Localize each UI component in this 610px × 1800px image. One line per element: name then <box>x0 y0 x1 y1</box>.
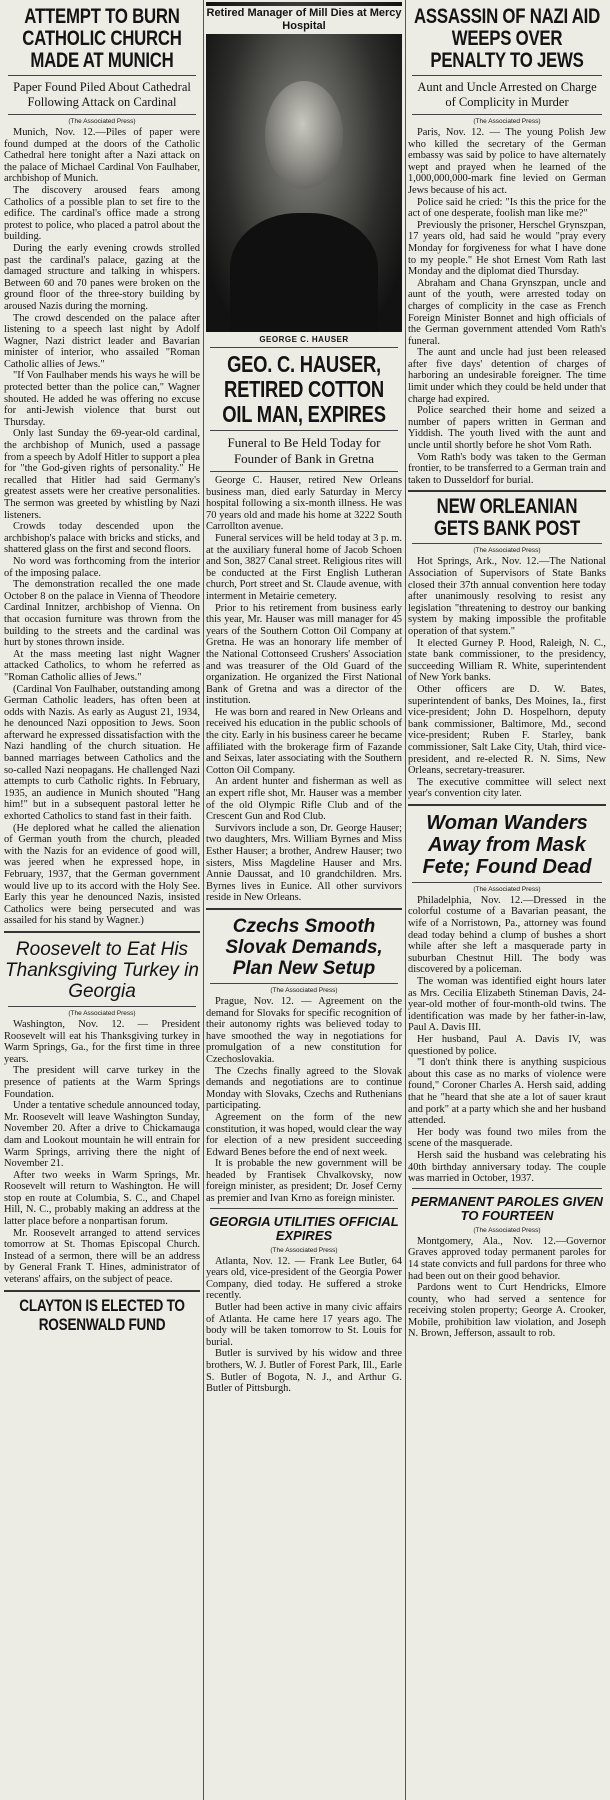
divider <box>8 114 196 115</box>
paragraph: During the early evening crowds strolled past the cardinal's palace, gazing at the damaged structure and talking in whispers. Between 60 and 70 panes were broken on the ground floor of the three-story building by aroused Nazis during the morning. <box>4 242 200 312</box>
photo-caption: GEORGE C. HAUSER <box>259 335 349 344</box>
paragraph: At the mass meeting last night Wagner attacked Catholics, to whom he referred as "Roman Catholic allies of Jews." <box>4 648 200 683</box>
headline-georgia-utilities: GEORGIA UTILITIES OFFICIAL EXPIRES <box>209 1213 399 1243</box>
headline-clayton: CLAYTON IS ELECTED TO ROSENWALD FUND <box>19 1295 185 1334</box>
divider <box>412 1188 602 1189</box>
paragraph: Washington, Nov. 12. — President Roosevelt will eat his Thanksgiving turkey in Warm Springs, Ga., for the first time in three years. <box>4 1018 200 1065</box>
paragraph: No word was forthcoming from the interior of the imposing palace. <box>4 555 200 579</box>
paragraph: Philadelphia, Nov. 12.—Dressed in the colorful costume of a Bavarian peasant, the wife of a Norristown, Pa., attorney was found dead today behind a clump of bushes a short while after she left a masquerade party in suburban Chestnut Hill. The body was discovered by a policeman. <box>408 894 606 976</box>
paragraph: The woman was identified eight hours later as Mrs. Cecilia Elizabeth Stineman Davis, 24-year-old mother of four-month-old twins. The identification was made by her father-in-law, Paul A. Davis III. <box>408 976 606 1034</box>
photo-top-caption: Retired Manager of Mill Dies at Mercy Hospital <box>206 7 402 32</box>
article-body-assassin <box>408 127 606 486</box>
headline-paroles: PERMANENT PAROLES GIVEN TO FOURTEEN <box>411 1193 603 1223</box>
article-body-woman-wanders <box>408 895 606 1185</box>
byline: (The Associated Press) <box>68 118 136 125</box>
divider <box>210 1208 398 1209</box>
divider <box>210 471 398 472</box>
divider <box>408 804 606 806</box>
headline-hauser: GEO. C. HAUSER, RETIRED COTTON OIL MAN, EXPIRES <box>222 351 386 427</box>
paragraph: Prior to his retirement from business early this year, Mr. Hauser was mill manager for 45 years of the Southern Cotton Oil Company at Gretna. He was an honorary life member of the National Cottonseed Crushers' Association and was treasurer of the Old Guard of the organization. He organized the First National Bank of Gretna and was a director of the institution. <box>206 602 402 707</box>
paragraph: (He deplored what he called the alienation of German youth from the church, pleaded with the Nazis for an evidence of good will, was jeered when he expressed hope, in February, 1937, that the German government would live up to its accord with the Holy See. Early this year he denounced Nazis, insisted Catholics were being persecuted and was assailed for his stand by Wagner.) <box>4 822 200 927</box>
divider <box>412 543 602 544</box>
divider <box>412 114 602 115</box>
paragraph: Other officers are D. W. Bates, superintendent of banks, Des Moines, Ia., first vice-president; John D. Hospelhorn, deputy bank commissioner, Baltimore, Md., second vice-president; Ruben F. Starley, bank commissioner, Salt Lake City, Utah, third vice-president, and re-elected R. N. Sims, New Orleans, secretary-treasurer. <box>408 683 606 777</box>
photo-face <box>265 81 343 189</box>
divider <box>206 908 402 910</box>
paragraph: Only last Sunday the 69-year-old cardinal, the archbishop of Munich, used a passage from a speech by Adolf Hitler to support a plea for "the God-given rights of personality." He recalled that Hitler had said Germany's greatest assets were her creative personalities. The sermon was greeted by whistling by Nazi listeners. <box>4 428 200 521</box>
byline: (The Associated Press) <box>473 1226 541 1234</box>
column-right <box>406 0 608 1800</box>
divider <box>8 75 196 76</box>
paragraph: Munich, Nov. 12.—Piles of paper were found dumped at the doors of the Catholic Cathedral here tonight after a Nazi attack on the palace of Michael Cardinal Von Faulhaber, archbishop of Munich. <box>4 127 200 185</box>
paragraph: The crowd descended on the palace after listening to a speech last night by Adolf Wagner, Nazi district leader and Bavarian minister of interior, who assailed "Roman Catholic allies of Jews." <box>4 312 200 370</box>
paragraph: The Czechs finally agreed to the Slovak demands and negotiations are to continue Monday with Slovaks, Czechs and Ruthenians participating. <box>206 1065 402 1112</box>
divider <box>4 1290 200 1292</box>
divider <box>210 347 398 348</box>
paragraph: It is probable the new government will be headed by Frantisek Chvalkovsky, now foreign minister, as president; Dr. Josef Cerny as premier and Ivan Krno as foreign minister. <box>206 1158 402 1205</box>
deck-assassin: Aunt and Uncle Arrested on Charge of Complicity in Murder <box>417 80 597 109</box>
byline: (The Associated Press) <box>473 547 541 555</box>
article-body-paroles <box>408 1236 606 1340</box>
paragraph: He was born and reared in New Orleans and received his education in the public schools of the city. Early in his business career he became affiliated with the brokerage firm of Fazande and Seixas, later associating with the Southern Cotton Oil Company. <box>206 706 402 776</box>
article-body-georgia-utilities <box>206 1256 402 1395</box>
paragraph: "If Von Faulhaber mends his ways he will be protected better than the police can," Wagner shouted. He added he was offering no excuse for anti-Jewish violence that burst out Thursday. <box>4 370 200 428</box>
paragraph: Hot Springs, Ark., Nov. 12.—The National Association of Supervisors of State Banks closed their 37th annual convention here today after unanimously resolving to resist any legislation "threatening to destroy our banking system by making impossible the profitable operation of that system." <box>408 556 606 637</box>
paragraph: Atlanta, Nov. 12. — Frank Lee Butler, 64 years old, vice-president of the Georgia Power Company, died today. He suffered a stroke recently. <box>206 1255 402 1302</box>
paragraph: Agreement on the form of the new constitution, it was hoped, would clear the way for election of a new president succeeding Edward Benes before the end of next week. <box>206 1111 402 1158</box>
article-body-munich <box>4 127 200 927</box>
paragraph: The aunt and uncle had just been released after five days' detention of charges of harboring an undesirable foreigner. The time limit under which they could be held under that charge had expired. <box>408 347 606 405</box>
byline: (The Associated Press) <box>270 1246 338 1254</box>
divider <box>4 931 200 933</box>
paragraph: Paris, Nov. 12. — The young Polish Jew who killed the secretary of the German embassy was said by police to have alternately wept and prayed when he learned of the 1,000,000,000-mark fine levied on German Jews because of his act. <box>408 127 606 196</box>
paragraph: Abraham and Chana Grynszpan, uncle and aunt of the youth, were arrested today on charges of complicity in the case as French Foreign Minister Bonnet and high officials of the German government attended Vom Rath's funeral. <box>408 277 606 347</box>
headline-assassin: ASSASSIN OF NAZI AID WEEPS OVER PENALTY TO JEWS <box>414 5 600 72</box>
byline: (The Associated Press) <box>473 118 541 125</box>
paragraph: Prague, Nov. 12. — Agreement on the demand for Slovaks for specific recognition of their autonomy rights was believed today to have smoothed the way in negotiations for promulgation of a new constitution for Czechoslovakia. <box>206 995 402 1065</box>
headline-czechs: Czechs Smooth Slovak Demands, Plan New Setup <box>225 915 383 979</box>
paragraph: Police searched their home and seized a number of papers written in German and Yiddish. The youth lived with the aunt and uncle until shortly before he shot Vom Rath. <box>408 405 606 452</box>
byline: (The Associated Press) <box>270 986 338 994</box>
paragraph: Under a tentative schedule announced today, Mr. Roosevelt will leave Washington Sunday, November 20. After a drive to Chickamauga dam and Lookout mountain he will entrain for Warm Springs, arriving there the night of November 21. <box>4 1100 200 1170</box>
paragraph: Funeral services will be held today at 3 p. m. at the auxiliary funeral home of Jacob Schoen and Son, 3827 Canal street. Religious rites will be conducted at the First English Lutheran church, Port street and St. Claude avenue, with interment in Metairie cemetery. <box>206 532 402 602</box>
byline: (The Associated Press) <box>473 885 541 893</box>
paragraph: Mr. Roosevelt arranged to attend services tomorrow at St. Thomas Episcopal Church. Instead of a sermon, there will be an address by General Frank T. Hines, administrator of veterans' affairs, on the subject of peace. <box>4 1227 200 1286</box>
paragraph: (Cardinal Von Faulhaber, outstanding among German Catholic leaders, has often been at odds with Nazis. As early as August 21, 1934, he denounced Nazi opposition to Jews. Soon afterward he expressed dissatisfaction with the Nazi handling of the church situation. He banned marriages between Catholics and the so-called Nazi neopagans. He challenged Nazi attempts to curb Catholic rights. In February, 1935, an audience in Munich shouted "Hang him!" but in a subsequent pastoral letter he exhorted Catholics to stand fast in their faith. <box>4 683 200 823</box>
paragraph: Previously the prisoner, Herschel Grynszpan, 17 years old, had said he would "pray every Monday for forgiveness for what I have done to my people." He shot Ernest Vom Rath last Monday and the diplomat died Thursday. <box>408 219 606 278</box>
paragraph: Butler had been active in many civic affairs of Atlanta. He came here 17 years ago. The body will be taken tomorrow to St. Louis for burial. <box>206 1302 402 1348</box>
paragraph: Vom Rath's body was taken to the German frontier, to be transferred to a German train and taken to Dusseldorf for burial. <box>408 451 606 486</box>
paragraph: Survivors include a son, Dr. George Hauser; two daughters, Mrs. William Byrnes and Miss Esther Hauser; a brother, Andrew Hauser; two sisters, Miss Magdeline Hauser and Mrs. Annie Daussat, and 10 grandchildren. Mrs. Byrnes lives in Eunice. All other survivors reside in New Orleans. <box>206 822 402 904</box>
paragraph: The executive committee will select next year's convention city later. <box>408 776 606 800</box>
paragraph: George C. Hauser, retired New Orleans business man, died early Saturday in Mercy hospital following a six-month illness. He was 70 years old and made his home at 3222 South Carrollton avenue. <box>206 475 402 533</box>
divider <box>408 490 606 492</box>
headline-munich: ATTEMPT TO BURN CATHOLIC CHURCH MADE AT MUNICH <box>22 5 182 72</box>
paragraph: Her body was found two miles from the scene of the masquerade. <box>408 1126 606 1150</box>
paragraph: The demonstration recalled the one made October 8 on the palace in Vienna of Theodore Cardinal Innitzer, archbishop of Vienna. On that occasion furniture was thrown from the building to the streets and the cardinal was hurt by stones thrown inside. <box>4 579 200 649</box>
headline-roosevelt: Roosevelt to Eat His Thanksgiving Turkey in Georgia <box>5 938 199 1002</box>
byline: (The Associated Press) <box>68 1009 136 1017</box>
divider <box>210 983 398 984</box>
paragraph: Hersh said the husband was celebrating his 40th birthday anniversary today. The couple was married in October, 1937. <box>408 1149 606 1185</box>
paragraph: Pardons went to Curt Hendricks, Elmore county, who had served a sentence for receiving stolen property; George A. Crooker, Mobile, prohibition law violation, and Joseph N. Brown, Jefferson, assault to rob. <box>408 1282 606 1340</box>
article-body-roosevelt <box>4 1019 200 1286</box>
photo-suit <box>230 213 379 332</box>
paragraph: After two weeks in Warm Springs, Mr. Roosevelt will return to Washington. He will stop en route at Columbia, S. C., and Chapel Hill, N. C., probably making an address at the latter place before a nonpartisan forum. <box>4 1169 200 1228</box>
paragraph: An ardent hunter and fisherman as well as an expert rifle shot, Mr. Hauser was a member of the old Olympic Rifle Club and of the Crescent Gun and Rod Club. <box>206 776 402 823</box>
article-body-bank-post <box>408 556 606 799</box>
deck-hauser: Funeral to Be Held Today for Founder of Bank in Gretna <box>227 435 381 466</box>
headline-bank-post: NEW ORLEANIAN GETS BANK POST <box>434 495 580 541</box>
portrait-photo <box>206 2 402 332</box>
paragraph: Montgomery, Ala., Nov. 12.—Governor Graves approved today permanent paroles for 14 state convicts and full pardons for three who had been out on their good behavior. <box>408 1235 606 1282</box>
column-left <box>2 0 202 1800</box>
divider <box>412 882 602 883</box>
paragraph: "I don't think there is anything suspicious about this case as no marks of violence were found," Coroner Charles A. Hersh said, adding that he "heard that she ate a lot of sauer kraut and pork" at a party which she and her husband attended. <box>408 1057 606 1127</box>
deck-munich: Paper Found Piled About Cathedral Following Attack on Cardinal <box>13 80 191 109</box>
divider <box>210 430 398 431</box>
paragraph: Crowds today descended upon the archbishop's palace with bricks and sticks, and shattered glass on the first and second floors. <box>4 521 200 556</box>
paragraph: It elected Gurney P. Hood, Raleigh, N. C., state bank commissioner, to the presidency, succeeding William R. White, superintendent of New York banks. <box>408 637 606 684</box>
paragraph: Butler is survived by his widow and three brothers, W. J. Butler of Forest Park, Ill., Earle S. Butler of Bogota, N. J., and Arthur G. Butler of Pittsburgh. <box>206 1348 402 1395</box>
paragraph: Her husband, Paul A. Davis IV, was questioned by police. <box>408 1034 606 1057</box>
paragraph: Police said he cried: "Is this the price for the act of one desperate, foolish man like me?" <box>408 196 606 220</box>
paragraph: The president will carve turkey in the presence of patients at the Warm Springs Foundation. <box>4 1065 200 1100</box>
divider <box>8 1006 196 1007</box>
article-body-czechs <box>206 996 402 1205</box>
article-body-hauser <box>206 475 402 904</box>
divider <box>412 75 602 76</box>
paragraph: The discovery aroused fears among Catholics of a possible plan to set fire to the edifice. The cardinal's office made a strong protest to police, who placed a patrol about the building. <box>4 184 200 243</box>
headline-woman-wanders: Woman Wanders Away from Mask Fete; Found Dead <box>422 811 592 878</box>
column-middle <box>204 0 404 1800</box>
